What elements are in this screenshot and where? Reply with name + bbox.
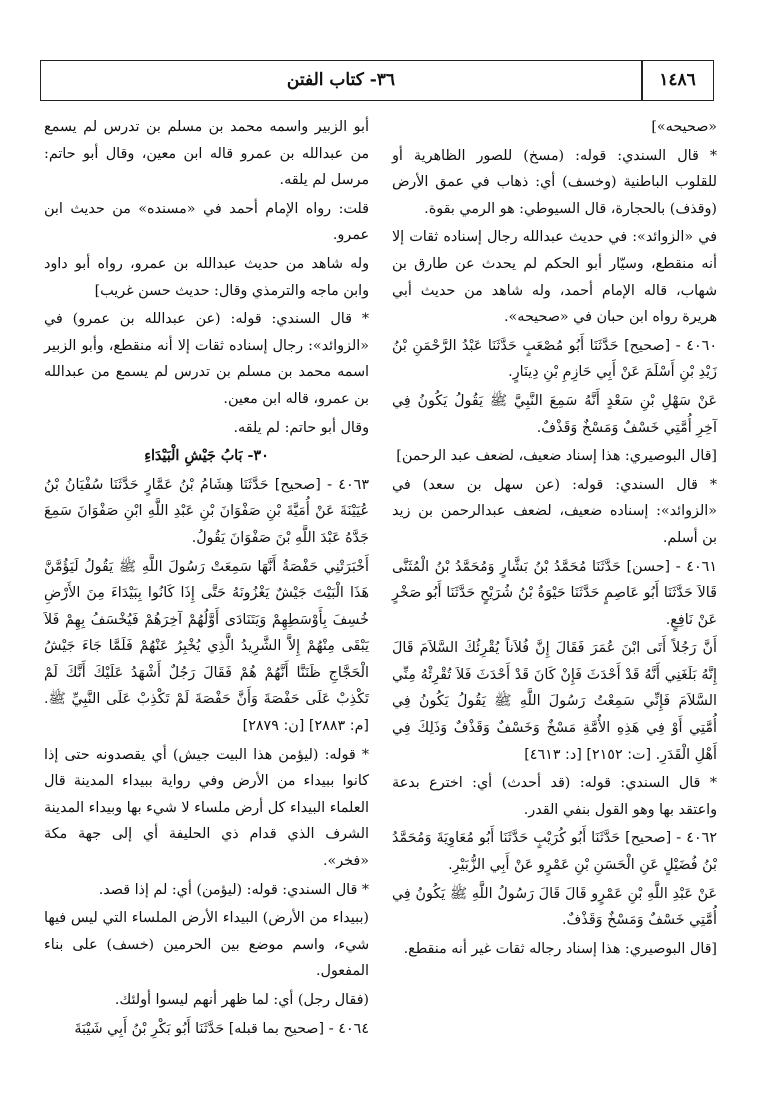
- hadith-text: عَنْ عَبْدِ اللَّهِ بْنِ عَمْرٍو قَالَ قَالَ رَسُولُ اللَّهِ ﷺ يَكُونُ فِي أُمَّتِي خَسْفٌ وَمَسْخٌ وَقَذْفٌ.: [392, 885, 717, 929]
- hadith-text: عَنْ سَهْلِ بْنِ سَعْدٍ أَنَّهُ سَمِعَ النَّبِيَّ ﷺ يَقُولُ يَكُونُ فِي آخِرِ أُمَّتِي خَسْفٌ وَمَسْخٌ وَقَذْفٌ.: [392, 392, 717, 436]
- hadith-chain: ٤٠٦٢ - [صحيح] حَدَّثَنَا أَبُو كُرَيْبٍ حَدَّثَنَا أَبُو مُعَاوِيَةَ وَمُحَمَّدُ بْنُ فُضَيْلٍ عَنِ الْحَسَنِ بْنِ عَمْرٍو عَنْ أَبِي الزُّبَيْرِ.: [392, 830, 717, 874]
- hadith-chain: ٤٠٦٣ - [صحيح] حَدَّثَنَا هِشَامُ بْنُ عَمَّارٍ حَدَّثَنَا سُفْيَانُ بْنُ عُيَيْنَةَ عَنْ أُمَيَّةَ بْنِ صَفْوَانَ بْنِ عَبْدِ اللَّهِ ابْنِ صَفْوَانَ سَمِعَ جَدَّهُ عَبْدَ اللَّهِ بْنَ صَفْوَانَ يَقُولُ.: [44, 476, 369, 546]
- commentary-paragraph: قلت: رواه الإمام أحمد في «مسنده» من حديث ابن عمرو.: [44, 200, 369, 244]
- commentary-paragraph: * قال السندي: قوله: (قد أحدث) أي: اخترع بدعة واعتقد بها وهو القول بنفي القدر.: [392, 775, 717, 818]
- hadith-text: أَخْبَرَتْنِي حَفْصَةُ أَنَّهَا سَمِعَتْ رَسُولَ اللَّهِ ﷺ يَقُولُ لَيَؤُمَّنَّ هَذَا الْبَيْتَ جَيْشٌ يَغْزُونَهُ حَتَّى إِذَا كَانُوا بِبَيْدَاءَ مِنَ الأَرْضِ خُسِفَ بِأَوْسَطِهِمْ وَيَتَنَادَى أَوَّلُهُمْ آخِرَهُمْ فَيُخْسَفُ بِهِمْ فَلاَ يَبْقَى مِنْهُمْ إِلاَّ الشَّرِيدُ الَّذِي يُخْبِرُ عَنْهُمْ فَلَمَّا جَاءَ جَيْشُ الْحَجَّاجِ ظَنَنَّا أَنَّهُمْ هُمْ فَقَالَ رَجُلٌ أَشْهَدُ عَلَيْكَ أَنَّكَ لَمْ تَكْذِبْ عَلَى حَفْصَةَ وَأَنَّ حَفْصَةَ لَمْ تَكْذِبْ عَلَى النَّبِيِّ ﷺ. [م: ٢٨٨٣] [ن: ٢٨٧٩]: [44, 558, 369, 735]
- commentary-paragraph: وله شاهد من حديث عبدالله بن عمرو، رواه أبو داود وابن ماجه والترمذي وقال: حديث حسن غريب]: [44, 255, 369, 299]
- commentary-paragraph: في «الزوائد»: في حديث عبدالله رجال إسناده ثقات إلا أنه منقطع، وسيّار أبو الحكم لم يحدث عن طارق بن شهاب، قاله الإمام أحمد، وله شاهد من حديث أبي هريرة رواه ابن حبان في «صحيحه».: [392, 229, 717, 326]
- commentary-paragraph: [قال البوصيري: هذا إسناد رجاله ثقات غير أنه منقطع.: [403, 940, 717, 957]
- page-number: ١٤٨٦: [659, 70, 696, 90]
- hadith-chain: ٤٠٦١ - [حسن] حَدَّثَنَا مُحَمَّدُ بْنُ بَشَّارٍ وَمُحَمَّدُ بْنُ الْمُثَنَّى قَالاَ حَدَّثَنَا أَبُو عَاصِمٍ حَدَّثَنَا حَيْوَةُ بْنُ شُرَيْحٍ حَدَّثَنَا أَبُو صَخْرٍ عَنْ نَافِعٍ.: [392, 558, 717, 628]
- chapter-title: ٣٦- كتاب الفتن: [286, 70, 396, 90]
- commentary-paragraph: (فقال رجل) أي: لما ظهر أنهم ليسوا أولئك.: [114, 992, 369, 1008]
- page-header: [40, 60, 714, 101]
- commentary-paragraph: * قال السندي: قوله: (ليؤمن) أي: لم إذا قصد.: [98, 881, 369, 898]
- right-column: [392, 114, 717, 964]
- hadith-text: أَنَّ رَجُلاً أَتَى ابْنَ عُمَرَ فَقَالَ إِنَّ فُلاَناً يُقْرِئُكَ السَّلاَمَ قَالَ إِنَّهُ بَلَغَنِي أَنَّهُ قَدْ أَحْدَثَ فَإِنْ كَانَ قَدْ أَحْدَثَ فَلاَ تُقْرِئْهُ مِنِّي السَّلاَمَ فَإِنِّي سَمِعْتُ رَسُولَ اللَّهِ ﷺ يَقُولُ يَكُونُ فِي أُمَّتِي أَوْ فِي هَذِهِ الأُمَّةِ مَسْخٌ وَخَسْفٌ وَقَذْفٌ وَذَلِكَ فِي أَهْلِ الْقَدَرِ. [ت: ٢١٥٢] [د: ٤٦١٣]: [392, 640, 717, 763]
- paragraph: «صحيحه»]: [651, 119, 717, 135]
- hadith-chain: ٤٠٦٠ - [صحيح] حَدَّثَنَا أَبُو مُصْعَبٍ حَدَّثَنَا عَبْدُ الرَّحْمَنِ بْنُ زَيْدِ بْنِ أَسْلَمَ عَنْ أَبِي حَازِمِ بْنِ دِينَارٍ.: [392, 337, 717, 381]
- commentary-paragraph: (ببيداء من الأرض) البيداء الأرض الملساء التي ليس فيها شيء، واسم موضع بين الحرمين (خسف) على بناء المفعول.: [44, 910, 369, 980]
- commentary-paragraph: وقال أبو حاتم: لم يلقه.: [233, 419, 369, 436]
- hadith-chain: ٤٠٦٤ - [صحيح بما قبله] حَدَّثَنَا أَبُو بَكْرِ بْنُ أَبِي شَيْبَةَ: [74, 1020, 369, 1037]
- commentary-paragraph: أبو الزبير واسمه محمد بن مسلم بن تدرس لم يسمع من عبدالله بن عمرو قاله ابن معين، وقال أبو حاتم: مرسل لم يلقه.: [44, 119, 369, 189]
- section-heading: ٣٠- بَابُ جَيْشِ الْبَيْدَاءِ: [144, 448, 269, 465]
- commentary-paragraph: * قال السندي: قوله: (مسخ) للصور الظاهرية أو للقلوب الباطنية (وخسف) أي: ذهاب في عمق الأرض (وقذف) بالحجارة، قال السيوطي: هو الرمي بقوة.: [392, 147, 717, 217]
- commentary-paragraph: * قال السندي: قوله: (عن سهل بن سعد) في «الزوائد»: إسناده ضعيف، لضعف عبدالرحمن بن زيد بن أسلم.: [392, 476, 717, 546]
- commentary-paragraph: * قال السندي: قوله: (عن عبدالله بن عمرو) في «الزوائد»: رجال إسناده ثقات إلا أنه منقطع، وأبو الزبير اسمه محمد بن مسلم بن تدرس لم يسمع من عبدالله بن عمرو، قاله ابن معين.: [44, 311, 369, 407]
- left-column: [44, 114, 369, 1044]
- commentary-paragraph: * قوله: (ليؤمن هذا البيت جيش) أي يقصدونه حتى إذا كانوا ببيداء من الأرض وفي رواية ببيداء المدينة قال العلماء البيداء كل أرض ملساء لا شيء بها وبيداء المدينة الشرف الذي قدام ذي الحليفة أي إلى جهة مكة «فخر».: [44, 746, 369, 870]
- commentary-paragraph: [قال البوصيري: هذا إسناد ضعيف، لضعف عبد الرحمن]: [396, 448, 717, 465]
